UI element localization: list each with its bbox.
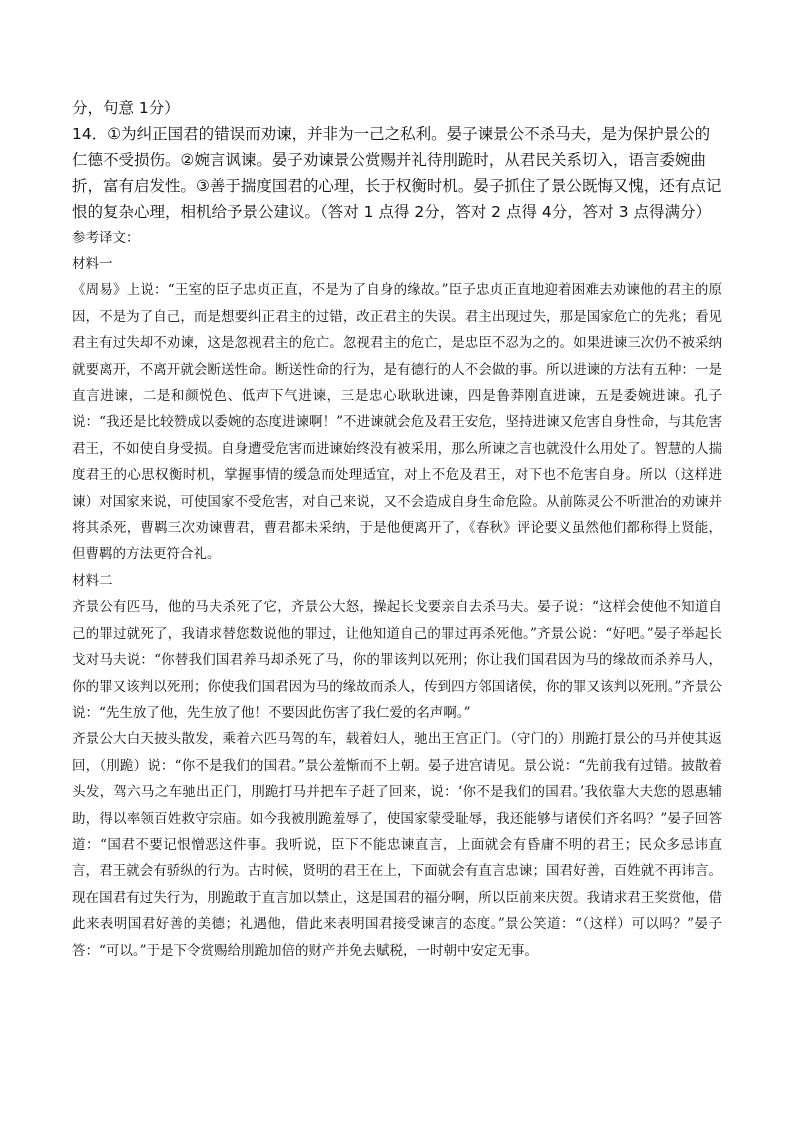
document-page [72, 95, 722, 964]
answer-q14: 14．①为纠正国君的错误而劝谏，并非为一己之私利。晏子谏景公不杀马夫，是为保护景公的仁德不受损伤。②婉言讽谏。晏子劝谏景公赏赐并礼待刖跪时，从君民关系切入，语言委婉曲折，富有启发性。③善于揣度国君的心理，长于权衡时机。晏子抓住了景公既悔又愧，还有点记恨的复杂心理，相机给予景公建议。（答对 1 点得 2分，答对 2 点得 4分，答对 3 点得满分） [72, 125, 722, 221]
material2-paragraph-1: 齐景公有匹马，他的马夫杀死了它，齐景公大怒，操起长戈要亲自去杀马夫。晏子说：“这样会使他不知道自己的罪过就死了，我请求替您数说他的罪过，让他知道自己的罪过再杀死他。”齐景公说：“好吧。”晏子举起长戈对马夫说：“你替我们国君养马却杀死了马，你的罪该判以死刑；你让我们国君因为马的缘故而杀养马人，你的罪又该判以死刑；你使我们国君因为马的缘故而杀人，传到四方邻国诸侯，你的罪又该判以死刑。”齐景公说：“先生放了他，先生放了他！不要因此伤害了我仁爱的名声啊。” [72, 599, 722, 721]
answer-tail: 分，句意 1分） [72, 99, 180, 117]
material2-paragraph-2: 齐景公大白天披头散发，乘着六匹马驾的车，载着妇人，驰出王宫正门。（守门的）刖跪打景公的马并使其返回，（刖跪）说：“你不是我们的国君。”景公羞惭而不上朝。晏子进宫请见。景公说：“先前我有过错。披散着头发，驾六马之车驰出正门，刖跪打马并把车子赶了回来，说：‘你不是我们的国君。’我依靠大夫您的恩惠辅助，得以率领百姓救守宗庙。如今我被刖跪羞辱了，使国家蒙受耻辱，我还能够与诸侯们齐名吗？”晏子回答道：“国君不要记恨憎恶这件事。我听说，臣下不能忠谏直言，上面就会有昏庸不明的君王；民众多忌讳直言，君王就会有骄纵的行为。古时候，贤明的君王在上，下面就会有直言忠谏；国君好善，百姓就不再讳言。现在国君有过失行为，刖跪敢于直言加以禁止，这是国君的福分啊，所以臣前来庆贺。我请求君王奖赏他，借此来表明国君好善的美德；礼遇他，借此来表明国君接受谏言的态度。”景公笑道：“（这样）可以吗？”晏子答：“可以。”于是下令赏赐给刖跪加倍的财产并免去赋税，一时朝中安定无事。 [72, 731, 722, 959]
answer-section [72, 95, 722, 225]
material2-label: 材料二 [72, 572, 113, 589]
translation-heading: 参考译文： [72, 230, 140, 246]
translation-body [72, 251, 722, 964]
material1-label: 材料一 [72, 256, 113, 272]
material1-text: 《周易》上说：“王室的臣子忠贞正直，不是为了自身的缘故。”臣子忠贞正直地迎着困难去劝谏他的君主的原因，不是为了自己，而是想要纠正君主的过错，改正君主的失误。君主出现过失，那是国家危亡的先兆；看见君主有过失却不劝谏，这是忽视君主的危亡。忽视君主的危亡，是忠臣不忍为之的。如果进谏三次仍不被采纳就要离开，不离开就会断送性命。断送性命的行为，是有德行的人不会做的事。所以进谏的方法有五种：一是直言进谏，二是和颜悦色、低声下气进谏，三是忠心耿耿进谏，四是鲁莽刚直进谏，五是委婉进谏。孔子说：“我还是比较赞成以委婉的态度进谏啊！”不进谏就会危及君王安危，坚持进谏又危害自身性命，与其危害君王，不如使自身受损。自身遭受危害而进谏始终没有被采用，那么所谏之言也就没什么用处了。智慧的人揣度君王的心思权衡时机，掌握事情的缓急而处理适宜，对上不危及君王，对下也不危害自身。所以（这样进谏）对国家来说，可使国家不受危害，对自己来说，又不会造成自身生命危险。从前陈灵公不听泄冶的劝谏并将其杀死，曹羁三次劝谏曹君，曹君都未采纳，于是他便离开了，《春秋》评论要义虽然他们都称得上贤能，但曹羁的方法更符合礼。 [72, 282, 722, 563]
